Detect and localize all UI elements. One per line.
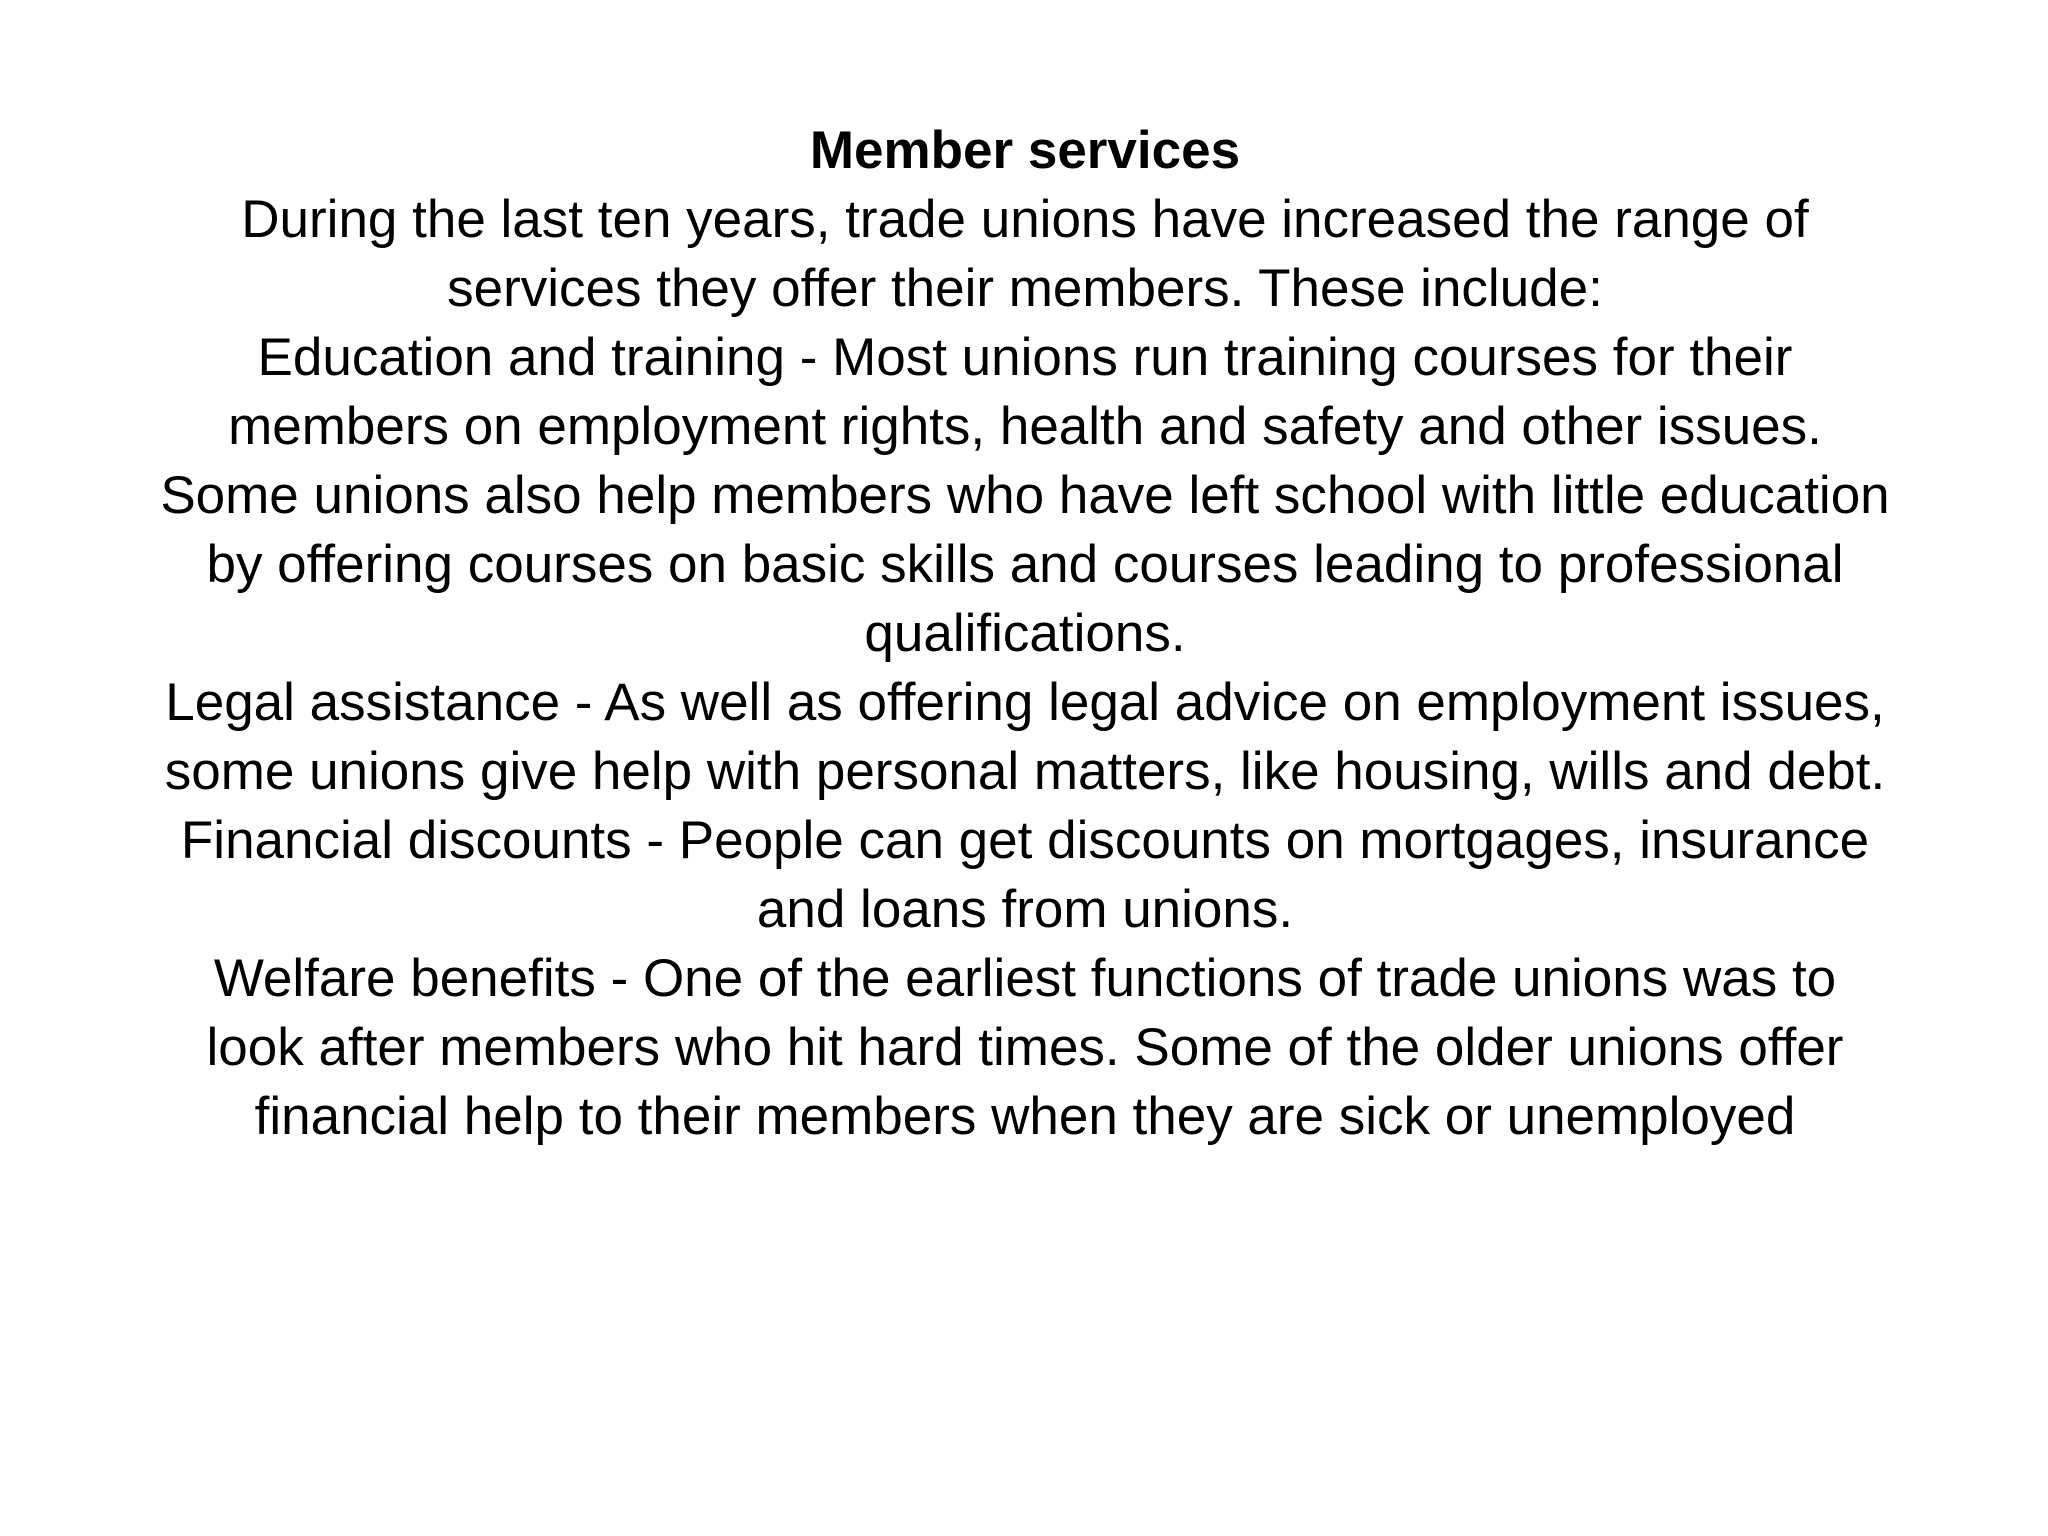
text-block: [160, 116, 1890, 1151]
page-title: Member services: [809, 121, 1241, 180]
intro-paragraph: During the last ten years, trade unions have increased the range of services they offer their members. These include:: [241, 190, 1809, 318]
welfare-benefits-paragraph: Welfare benefits - One of the earliest functions of trade unions was to look after members who hit hard times. Some of the older unions offer financial help to their members when they are sick or unemployed: [206, 949, 1844, 1146]
legal-assistance-paragraph: Legal assistance - As well as offering legal advice on employment issues, some unions give help with personal matters, like housing, wills and debt.: [164, 673, 1886, 801]
financial-discounts-paragraph: Financial discounts - People can get discounts on mortgages, insurance and loans from unions.: [180, 811, 1870, 939]
education-training-paragraph: Education and training - Most unions run training courses for their members on employment rights, health and safety and other issues. Some unions also help members who have left school with little education by offering courses on basic skills and courses leading to professional qualifications.: [160, 328, 1890, 663]
